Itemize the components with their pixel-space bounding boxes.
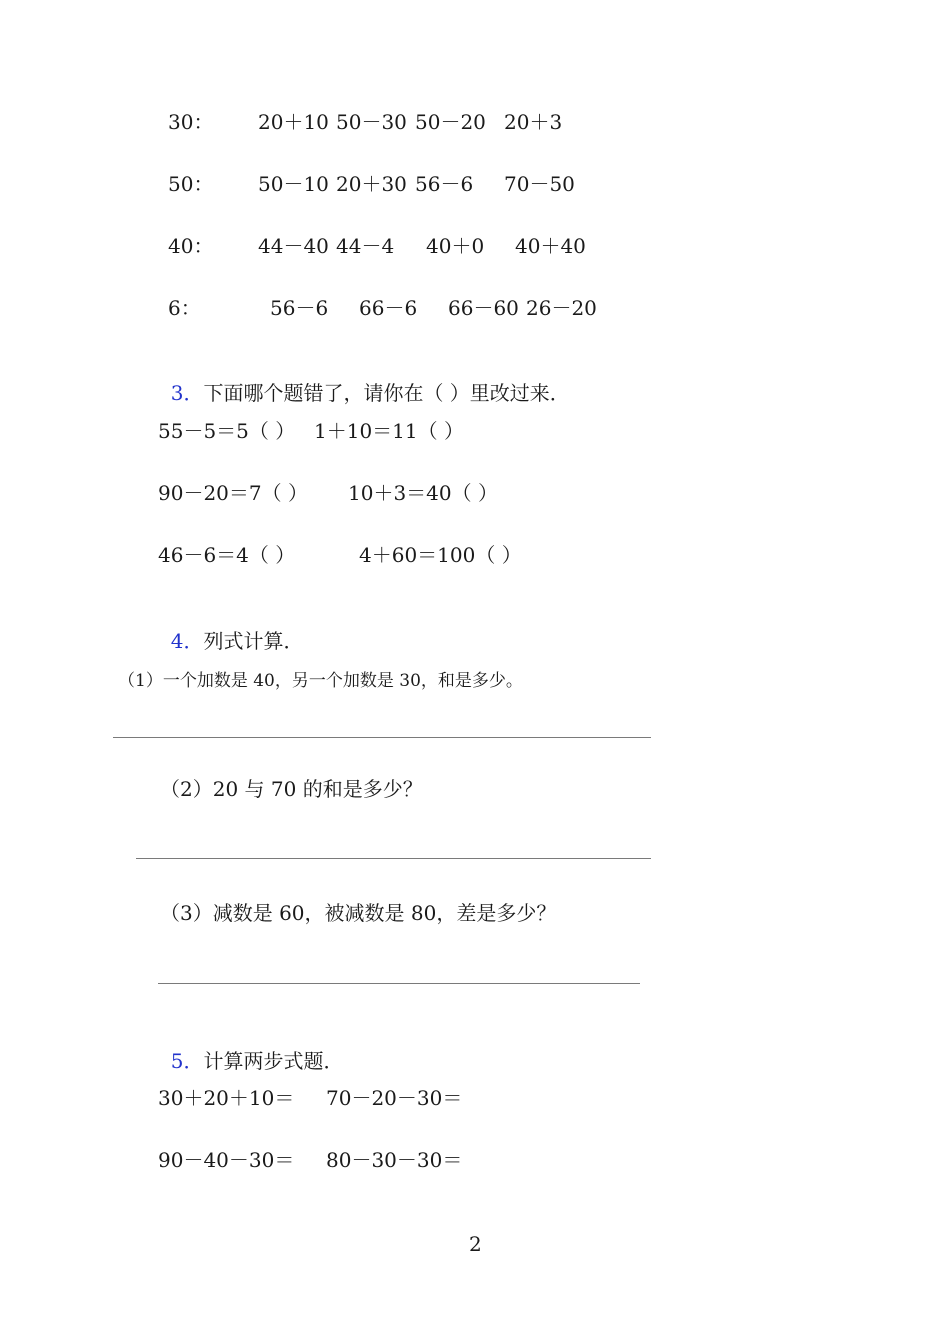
q3-item: 46－6＝4（ ） bbox=[158, 543, 296, 567]
expression: 40＋40 bbox=[515, 234, 586, 258]
q3-title: 下面哪个题错了，请你在（ ）里改过来． bbox=[203, 381, 570, 405]
expression: 66－6 bbox=[359, 296, 418, 320]
q3-item: 55－5＝5（ ） bbox=[158, 419, 296, 443]
group-label: 6： bbox=[168, 296, 201, 320]
answer-line bbox=[158, 983, 640, 984]
q5-item: 30＋20＋10＝ bbox=[158, 1086, 295, 1110]
q3-item: 1＋10＝11（ ） bbox=[314, 419, 464, 443]
expression: 20＋30 bbox=[336, 172, 407, 196]
page-number: 2 bbox=[469, 1232, 482, 1256]
expression: 50－10 bbox=[258, 172, 329, 196]
expression: 50－20 bbox=[415, 110, 486, 134]
answer-line bbox=[113, 737, 651, 738]
expression: 20＋3 bbox=[504, 110, 563, 134]
group-label: 40： bbox=[168, 234, 214, 258]
q5-item: 70－20－30＝ bbox=[326, 1086, 463, 1110]
q3-heading bbox=[158, 357, 570, 405]
expression: 26－20 bbox=[526, 296, 597, 320]
expression: 70－50 bbox=[504, 172, 575, 196]
q5-item: 80－30－30＝ bbox=[326, 1148, 463, 1172]
q4-heading bbox=[158, 605, 303, 653]
q3-number: 3． bbox=[170, 381, 204, 405]
expression: 50－30 bbox=[336, 110, 407, 134]
q5-heading bbox=[158, 1025, 343, 1073]
expression: 20＋10 bbox=[258, 110, 329, 134]
q5-item: 90－40－30＝ bbox=[158, 1148, 295, 1172]
expression: 44－40 bbox=[258, 234, 329, 258]
q3-item: 90－20＝7（ ） bbox=[158, 481, 308, 505]
expression: 56－6 bbox=[415, 172, 474, 196]
q4-item-2: （2）20 与 70 的和是多少？ bbox=[160, 777, 423, 801]
q3-item: 4＋60＝100（ ） bbox=[359, 543, 522, 567]
q4-item-3: （3）减数是 60，被减数是 80，差是多少？ bbox=[160, 901, 557, 925]
q4-item-1: （1）一个加数是 40，另一个加数是 30，和是多少。 bbox=[118, 671, 523, 691]
q5-number: 5． bbox=[170, 1049, 204, 1073]
q5-title: 计算两步式题． bbox=[203, 1049, 344, 1073]
group-label: 50： bbox=[168, 172, 214, 196]
expression: 44－4 bbox=[336, 234, 395, 258]
expression: 66－60 bbox=[448, 296, 519, 320]
q4-title: 列式计算． bbox=[203, 629, 304, 653]
answer-line bbox=[136, 858, 651, 859]
q4-number: 4． bbox=[170, 629, 204, 653]
group-label: 30： bbox=[168, 110, 214, 134]
expression: 40＋0 bbox=[426, 234, 485, 258]
q3-item: 10＋3＝40（ ） bbox=[348, 481, 498, 505]
expression: 56－6 bbox=[270, 296, 329, 320]
